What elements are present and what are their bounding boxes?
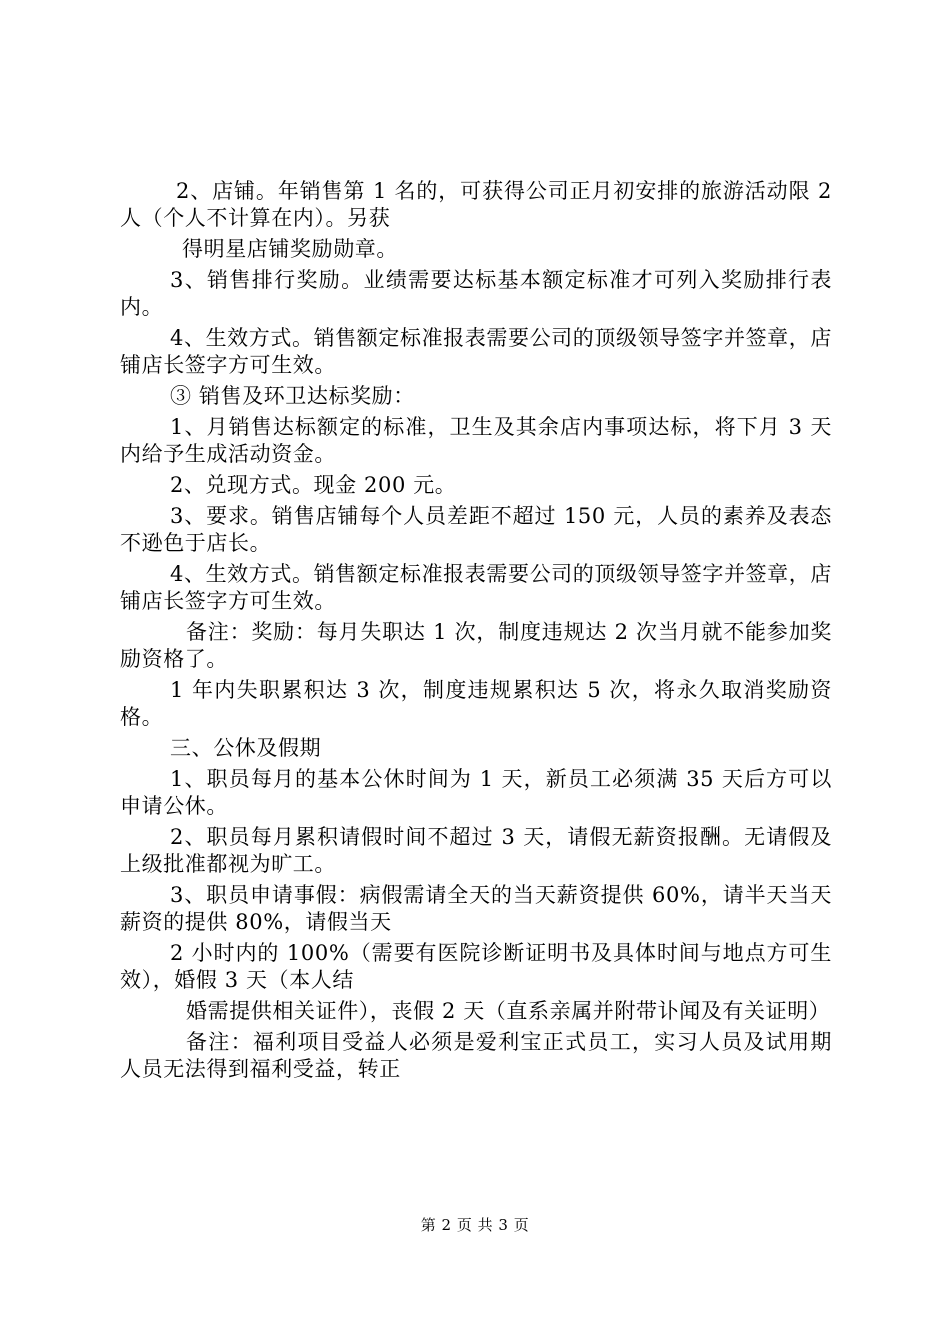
section-heading-leave: 三、公休及假期: [170, 736, 322, 760]
paragraph-personal-leave: 3、职员申请事假：病假需请全天的当天薪资提供 60%，请半天当天薪资的提供 80%，请假当天: [120, 883, 832, 934]
paragraph-marriage-funeral-leave: 婚需提供相关证件），丧假 2 天（直系亲属并附带讣闻及有关证明）: [186, 999, 831, 1023]
paragraph-note-reward: 备注：奖励：每月失职达 1 次，制度违规达 2 次当月就不能参加奖励资格了。: [120, 620, 832, 671]
paragraph-store-award: 2、店铺。年销售第 1 名的，可获得公司正月初安排的旅游活动限 2 人（个人不计算在内）。另获: [120, 179, 832, 230]
paragraph-cash-method: 2、兑现方式。现金 200 元。: [170, 473, 457, 497]
paragraph-leave-limit: 2、职员每月累积请假时间不超过 3 天，请假无薪资报酬。无请假及上级批准都视为旷工。: [120, 825, 832, 876]
paragraph-section-sanitation-award: ③ 销售及环卫达标奖励：: [170, 384, 415, 408]
paragraph-sales-ranking: 3、销售排行奖励。业绩需要达标基本额定标准才可列入奖励排行表内。: [120, 268, 832, 319]
paragraph-effective-method-2: 4、生效方式。销售额定标准报表需要公司的顶级领导签字并签章，店铺店长签字方可生效。: [120, 562, 832, 613]
paragraph-star-store-medal: 得明星店铺奖励勋章。: [182, 237, 398, 261]
paragraph-requirements: 3、要求。销售店铺每个人员差距不超过 150 元，人员的素养及表态不逊色于店长。: [120, 504, 832, 555]
page-footer: 第 2 页 共 3 页: [420, 1216, 530, 1234]
paragraph-note-welfare: 备注：福利项目受益人必须是爱利宝正式员工，实习人员及试用期人员无法得到福利受益，转正: [120, 1030, 832, 1081]
paragraph-cancel-reward: 1 年内失职累积达 3 次，制度违规累积达 5 次，将永久取消奖励资格。: [120, 678, 832, 729]
document-body: [120, 178, 832, 1083]
paragraph-two-hour-leave: 2 小时内的 100%（需要有医院诊断证明书及具体时间与地点方可生效），婚假 3 天（本人结: [120, 941, 832, 992]
paragraph-monthly-target: 1、月销售达标额定的标准，卫生及其余店内事项达标，将下月 3 天内给予生成活动资金。: [120, 415, 832, 466]
paragraph-effective-method: 4、生效方式。销售额定标准报表需要公司的顶级领导签字并签章，店铺店长签字方可生效。: [120, 326, 832, 377]
paragraph-public-rest: 1、职员每月的基本公休时间为 1 天，新员工必须满 35 天后方可以申请公休。: [120, 767, 832, 818]
